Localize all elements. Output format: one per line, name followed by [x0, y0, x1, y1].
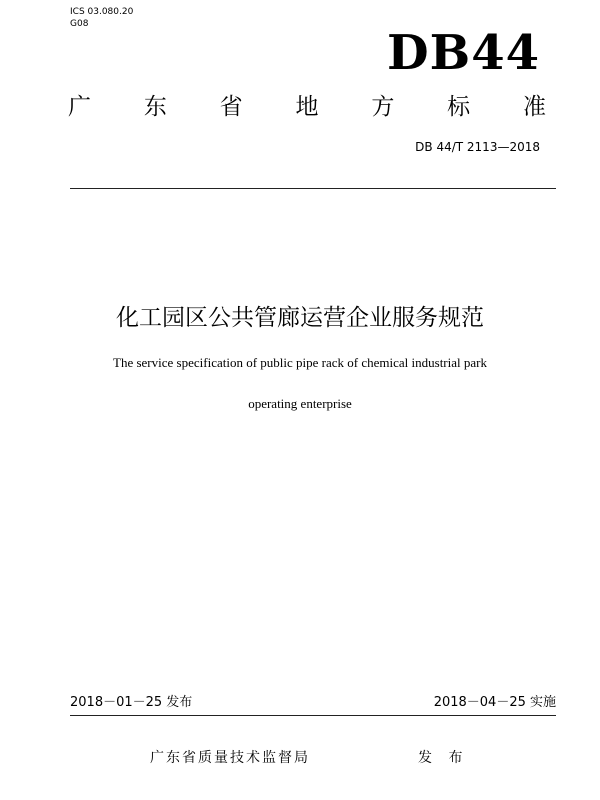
title-english-line1: The service specification of public pipe rack of chemical industrial park: [113, 355, 487, 370]
ics-code: ICS 03.080.20: [70, 7, 134, 17]
publish-label: 发 布: [418, 750, 469, 766]
title-english-line2: operating enterprise: [248, 396, 352, 411]
standard-type-char: 地: [295, 94, 319, 120]
implementation-date: 2018－04－25 实施: [433, 695, 556, 710]
title-chinese: 化工园区公共管廊运营企业服务规范: [116, 305, 484, 331]
classification-codes: [70, 6, 133, 30]
standard-type: [68, 92, 546, 122]
standard-type-char: 标: [447, 94, 471, 120]
issuing-authority: 广东省质量技术监督局: [150, 750, 310, 766]
standard-prefix: DB44: [387, 25, 540, 81]
bottom-divider: [70, 715, 556, 716]
issue-date: 2018－01－25 发布: [70, 695, 193, 710]
standard-type-char: 准: [522, 94, 546, 120]
standard-number: DB 44/T 2113—2018: [415, 140, 540, 154]
standard-type-char: 东: [143, 94, 167, 120]
standard-type-char: 方: [371, 94, 395, 120]
ccs-code: G08: [70, 19, 89, 29]
top-divider: [70, 188, 556, 189]
standard-type-char: 广: [68, 94, 91, 120]
standard-type-char: 省: [219, 94, 243, 120]
